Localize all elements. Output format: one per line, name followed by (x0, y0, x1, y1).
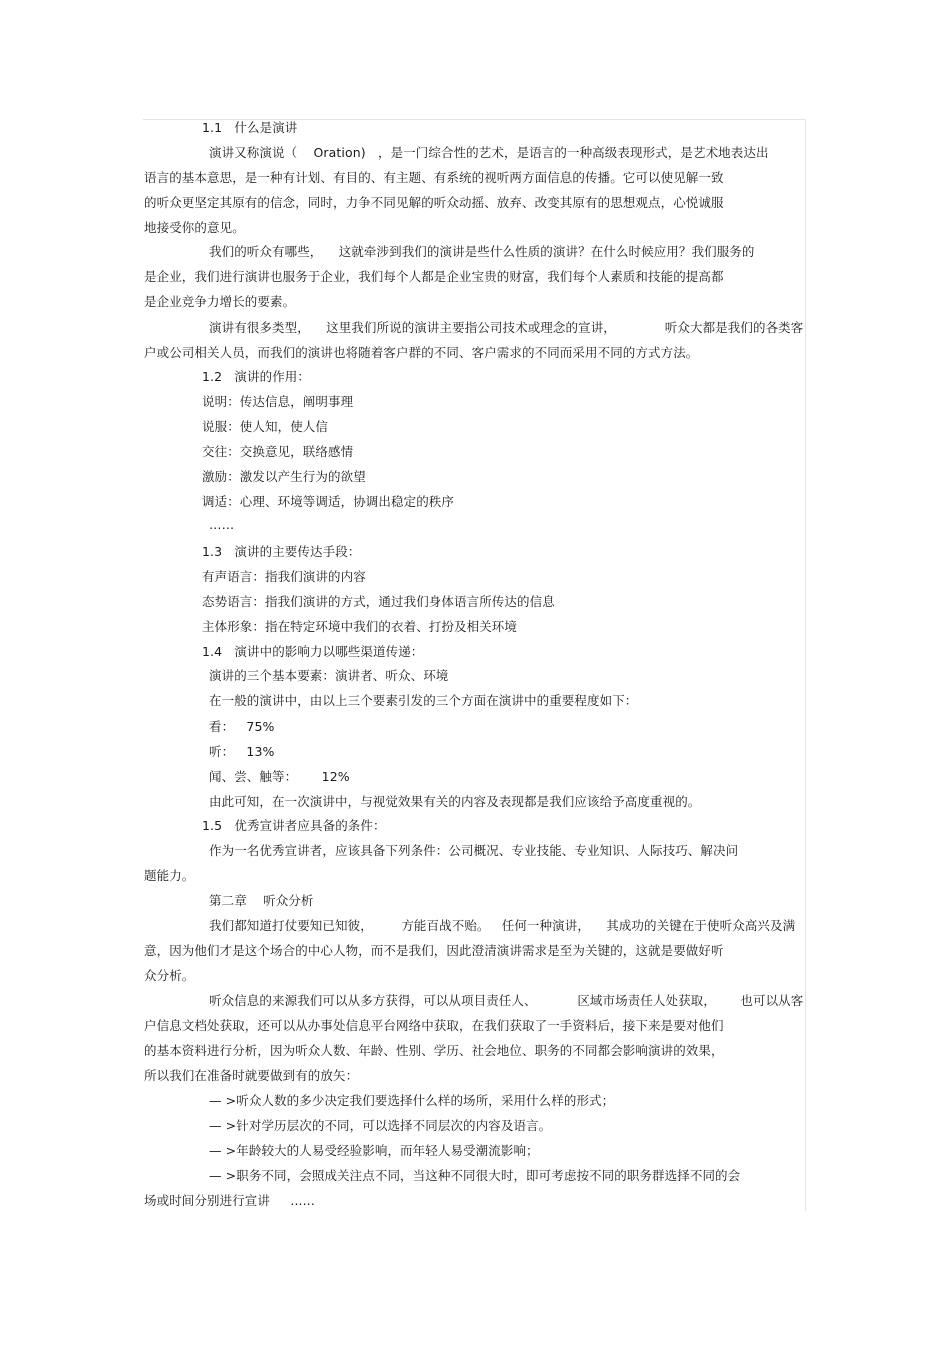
list-item: 主体形象：指在特定环境中我们的衣着、打扮及相关环境 (202, 619, 518, 634)
list-item: 激励：激发以产生行为的欲望 (202, 469, 366, 484)
section-heading-1-1: 1.1 什么是演讲 (202, 120, 298, 135)
paragraph-line: 在一般的演讲中，由以上三个要素引发的三个方面在演讲中的重要程度如下： (209, 693, 638, 708)
paragraph-line: 地接受你的意见。 (144, 220, 245, 235)
list-item: 有声语言：指我们演讲的内容 (202, 569, 366, 584)
paragraph-line: 意，因为他们才是这个场合的中心人物，而不是我们，因此澄清演讲需求是至为关键的，这就是要做好听 (144, 943, 724, 958)
stat-line-see: 看： 75% (209, 719, 275, 734)
paragraph-line: 户或公司相关人员，而我们的演讲也将随着客户群的不同、客户需求的不同而采用不同的方式方法。 (144, 345, 699, 360)
bullet-line: — >针对学历层次的不同，可以选择不同层次的内容及语言。 (209, 1118, 552, 1133)
ellipsis-line: …… (209, 517, 235, 532)
list-item: 调适：心理、环境等调适，协调出稳定的秩序 (202, 494, 455, 509)
paragraph-line: 场或时间分别进行宣讲 ...... (144, 1193, 315, 1208)
stat-line-hear: 听： 13% (209, 744, 275, 759)
paragraph-line: 众分析。 (144, 968, 195, 983)
paragraph-line: 题能力。 (144, 868, 195, 883)
section-heading-1-4: 1.4 演讲中的影响力以哪些渠道传递： (202, 644, 424, 659)
bullet-line: — >听众人数的多少决定我们要选择什么样的场所，采用什么样的形式； (209, 1093, 615, 1108)
stat-line-other: 闻、尝、触等： 12% (209, 769, 350, 784)
paragraph-line: 我们的听众有哪些， 这就牵涉到我们的演讲是些什么性质的演讲？在什么时候应用？我们服务的 (209, 244, 755, 259)
bullet-line: — >职务不同，会照成关注点不同，当这种不同很大时，即可考虑按不同的职务群选择不同的会 (209, 1168, 741, 1183)
paragraph-line: 是企业竞争力增长的要素。 (144, 294, 296, 309)
paragraph-line: 演讲又称演说（ Oration) ，是一门综合性的艺术，是语言的一种高级表现形式，是艺术地表达出 (209, 145, 769, 160)
section-heading-1-3: 1.3 演讲的主要传达手段： (202, 544, 361, 559)
list-item: 态势语言：指我们演讲的方式，通过我们身体语言所传达的信息 (202, 594, 555, 609)
paragraph-line: 的基本资料进行分析，因为听众人数、年龄、性别、学历、社会地位、职务的不同都会影响演讲的效果， (144, 1043, 724, 1058)
list-item: 说服：使人知，使人信 (202, 419, 329, 434)
paragraph-line: 作为一名优秀宣讲者，应该具备下列条件：公司概况、专业技能、专业知识、人际技巧、解决问 (209, 843, 739, 858)
paragraph-line: 我们都知道打仗要知已知彼， 方能百战不贻。 任何一种演讲， 其成功的关键在于使听众高兴及满 (209, 918, 796, 933)
list-item: 交往：交换意见，联络感情 (202, 444, 354, 459)
section-heading-1-5: 1.5 优秀宣讲者应具备的条件： (202, 818, 386, 833)
paragraph-line: 户信息文档处获取，还可以从办事处信息平台网络中获取，在我们获取了一手资料后，接下来是要对他们 (144, 1018, 724, 1033)
paragraph-line: 演讲的三个基本要素：演讲者、听众、环境 (209, 668, 449, 683)
paragraph-line: 是企业，我们进行演讲也服务于企业，我们每个人都是企业宝贵的财富，我们每个人素质和技能的提高都 (144, 269, 724, 284)
paragraph-line: 演讲有很多类型， 这里我们所说的演讲主要指公司技术或理念的宣讲， 听众大都是我们的各类客 (209, 320, 804, 335)
paragraph-line: 的听众更坚定其原有的信念，同时，力争不同见解的听众动摇、放弃、改变其原有的思想观点，心悦诚服 (144, 195, 724, 210)
paragraph-line: 由此可知，在一次演讲中，与视觉效果有关的内容及表现都是我们应该给予高度重视的。 (209, 794, 701, 809)
section-heading-1-2: 1.2 演讲的作用： (202, 369, 310, 384)
list-item: 说明：传达信息，阐明事理 (202, 394, 354, 409)
chapter-heading: 第二章 听众分析 (209, 893, 314, 908)
paragraph-line: 所以我们在准备时就要做到有的放矢： (144, 1068, 359, 1083)
paragraph-line: 听众信息的来源我们可以从多方获得，可以从项目责任人、 区域市场责任人处获取， 也可以从客 (209, 993, 804, 1008)
paragraph-line: 语言的基本意思，是一种有计划、有目的、有主题、有系统的视听两方面信息的传播。它可以使见解一致 (144, 170, 724, 185)
bullet-line: — >年龄较大的人易受经验影响，而年轻人易受潮流影响； (209, 1143, 539, 1158)
